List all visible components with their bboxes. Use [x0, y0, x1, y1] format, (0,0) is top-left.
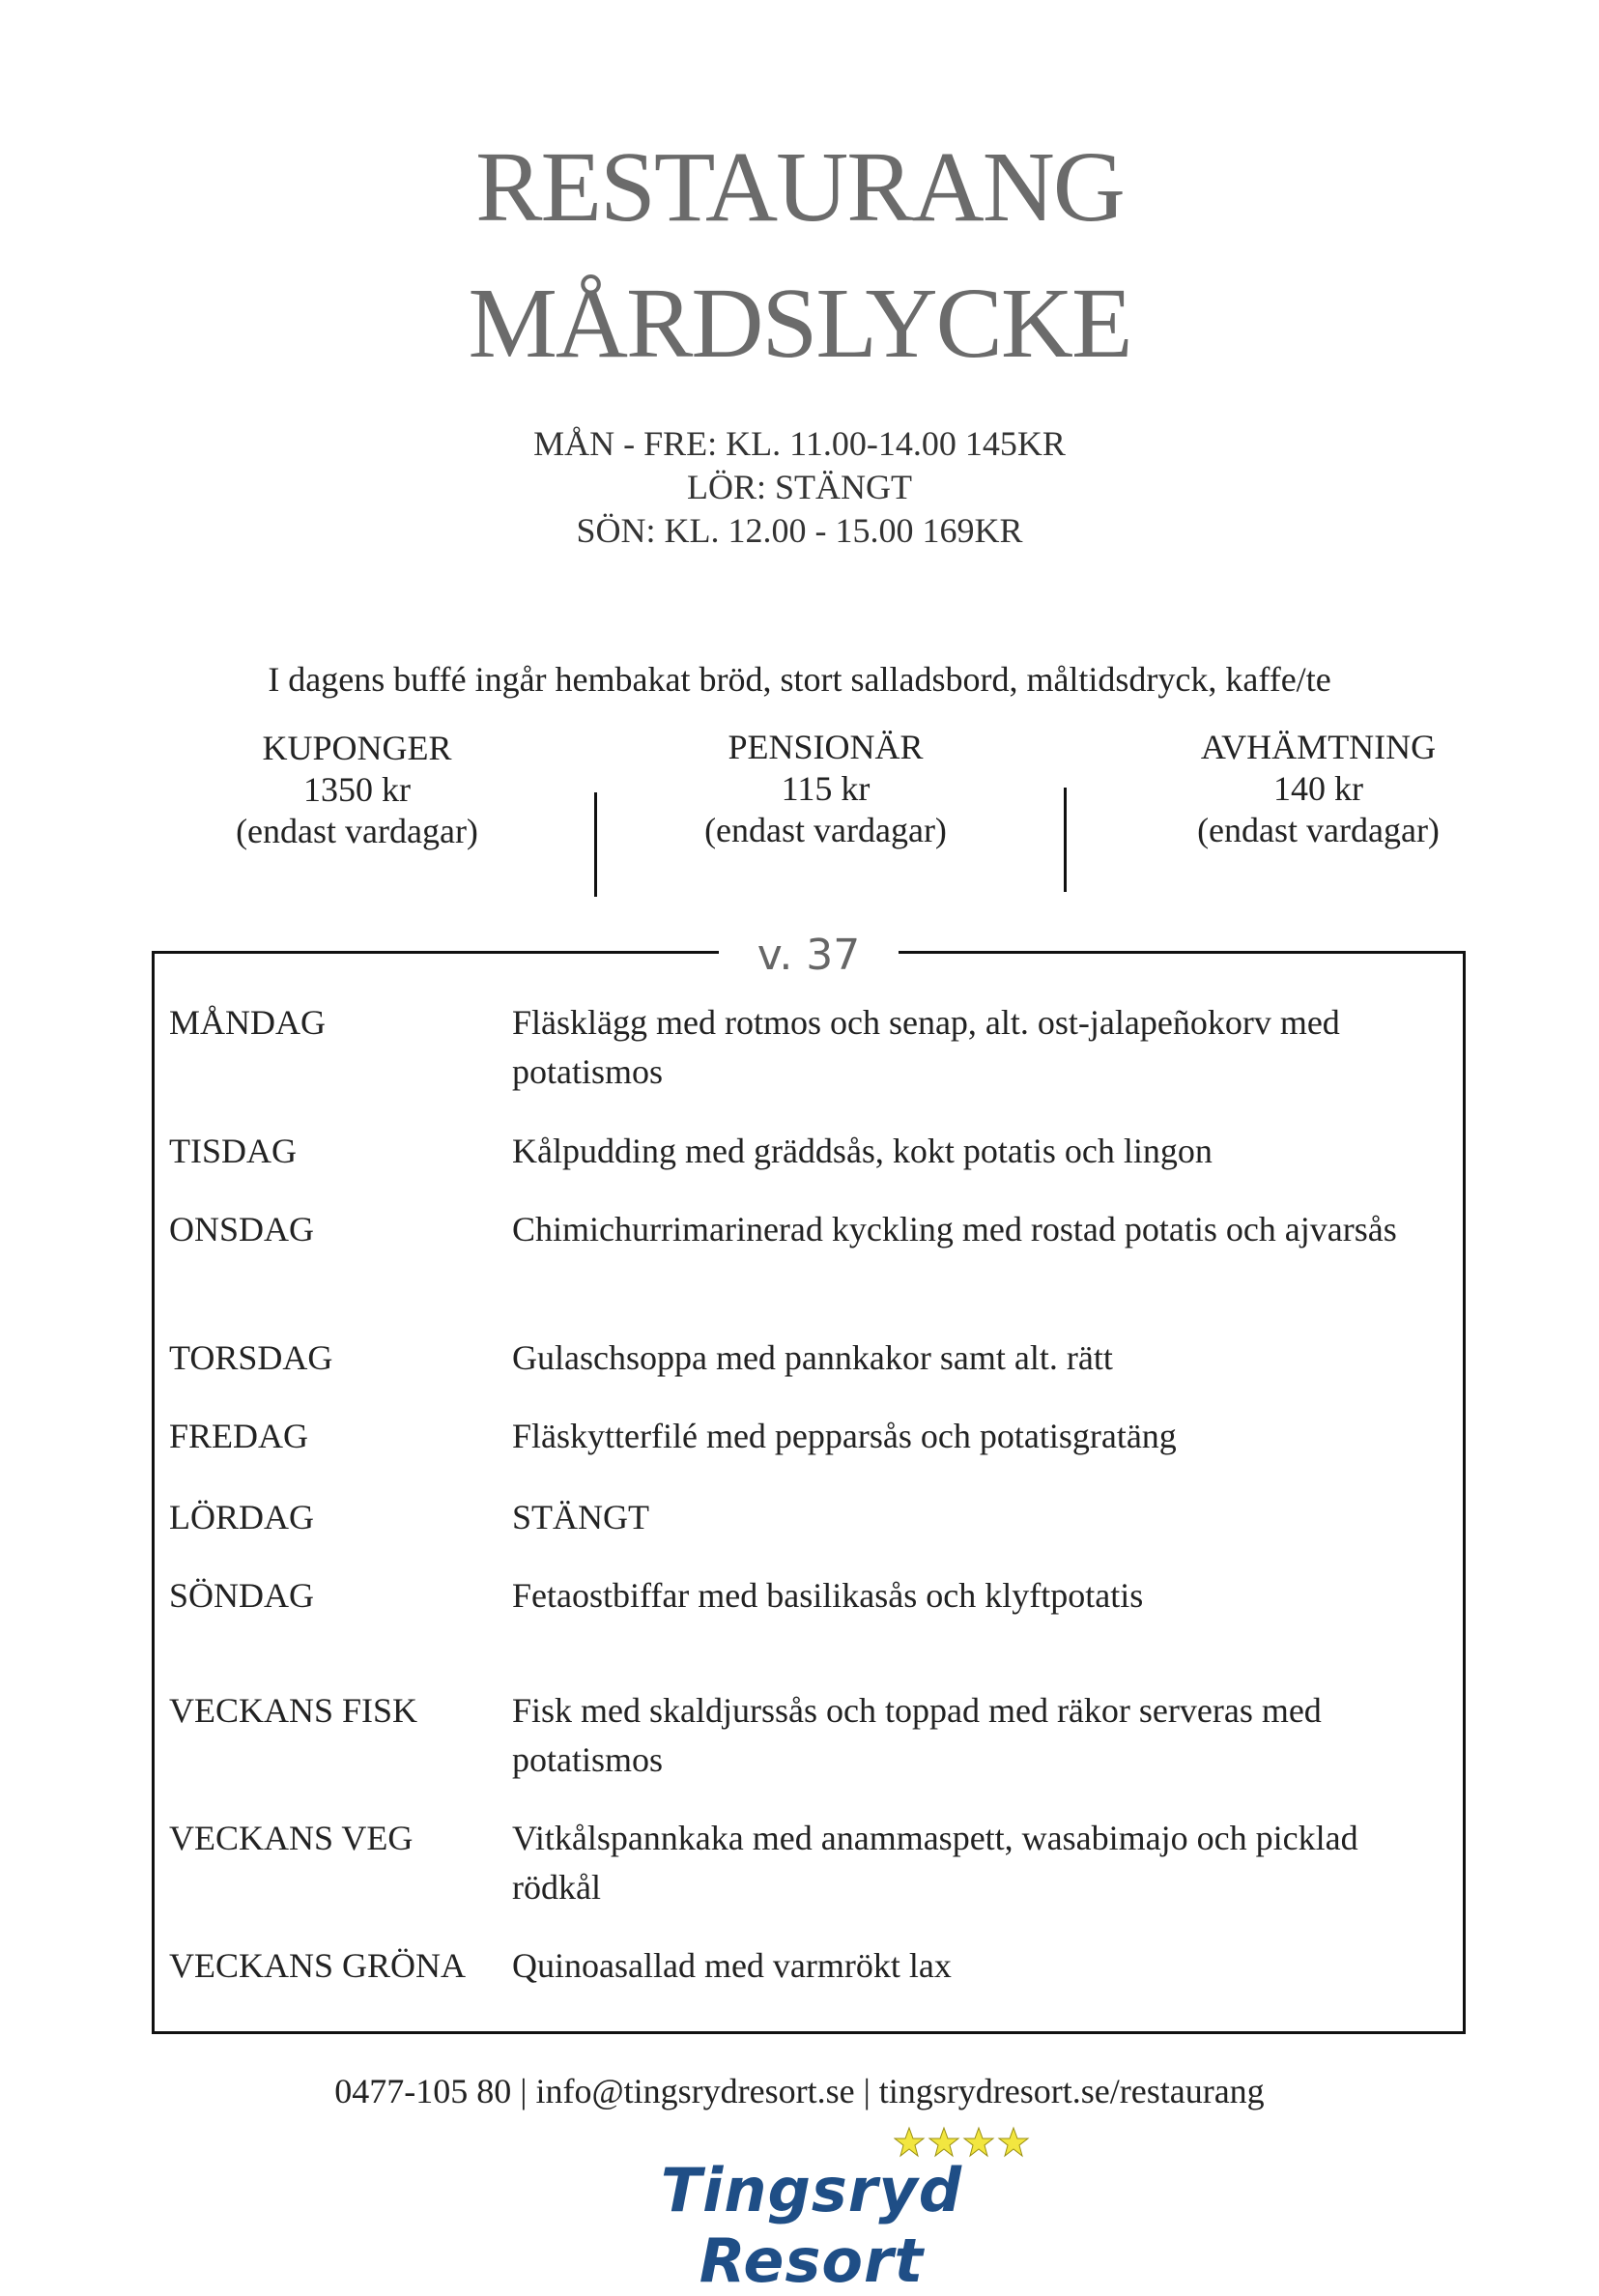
buffet-intro: I dagens buffé ingår hembakat bröd, stort salladsbord, måltidsdryck, kaffe/te [268, 660, 1331, 699]
restaurant-title-line1: RESTAURANG [475, 131, 1124, 243]
price-label: PENSIONÄR [728, 728, 924, 766]
price-label: AVHÄMTNING [1200, 728, 1437, 766]
tingsryd-resort-logo [565, 2126, 1058, 2296]
price-divider [594, 792, 597, 897]
price-note: (endast vardagar) [704, 811, 947, 849]
menu-dish: Fläsklägg med rotmos och senap, alt. ost-jalapeñokorv med potatismos [512, 1003, 1340, 1091]
menu-dish: Gulaschsoppa med pannkakor samt alt. rätt [512, 1338, 1113, 1377]
price-divider [1064, 788, 1067, 892]
menu-dish: Chimichurrimarinerad kyckling med rostad potatis och ajvarsås [512, 1210, 1397, 1248]
price-amount: 1350 kr [303, 770, 411, 809]
hours-sunday: SÖN: KL. 12.00 - 15.00 169KR [576, 511, 1023, 550]
week-number: v. 37 [719, 929, 899, 983]
menu-dish: Fetaostbiffar med basilikasås och klyftpotatis [512, 1576, 1144, 1615]
logo-text: Tingsryd Resort [660, 2155, 963, 2296]
menu-day: VECKANS VEG [169, 1819, 414, 1857]
opening-hours [0, 422, 1599, 553]
price-label: KUPONGER [262, 729, 452, 767]
hours-weekdays: MÅN - FRE: KL. 11.00-14.00 145KR [533, 424, 1066, 463]
menu-dish: STÄNGT [512, 1498, 649, 1536]
price-pensioner [659, 727, 992, 851]
price-coupons [190, 728, 524, 852]
price-note: (endast vardagar) [236, 812, 478, 850]
menu-day: SÖNDAG [169, 1576, 315, 1615]
menu-dish: Kålpudding med gräddsås, kokt potatis och lingon [512, 1132, 1213, 1170]
menu-day: VECKANS GRÖNA [169, 1946, 467, 1985]
restaurant-title-line2: MÅRDSLYCKE [468, 268, 1131, 379]
menu-dish: Fläskytterfilé med pepparsås och potatisgratäng [512, 1417, 1177, 1455]
hours-saturday: LÖR: STÄNGT [687, 468, 912, 506]
price-takeaway [1152, 727, 1485, 851]
menu-day: FREDAG [169, 1417, 309, 1455]
price-note: (endast vardagar) [1197, 811, 1440, 849]
menu-dish: Vitkålspannkaka med anammaspett, wasabimajo och picklad rödkål [512, 1819, 1358, 1907]
contact-footer: 0477-105 80 | info@tingsrydresort.se | tingsrydresort.se/restaurang [334, 2072, 1265, 2110]
price-amount: 115 kr [781, 769, 871, 808]
menu-day: LÖRDAG [169, 1498, 314, 1536]
menu-day: MÅNDAG [169, 1003, 326, 1042]
menu-day: TISDAG [169, 1132, 297, 1170]
menu-day: VECKANS FISK [169, 1691, 418, 1730]
menu-day: ONSDAG [169, 1210, 315, 1248]
menu-day: TORSDAG [169, 1338, 333, 1377]
menu-dish: Fisk med skaldjurssås och toppad med räkor serveras med potatismos [512, 1691, 1322, 1779]
menu-dish: Quinoasallad med varmrökt lax [512, 1946, 952, 1985]
price-amount: 140 kr [1273, 769, 1363, 808]
